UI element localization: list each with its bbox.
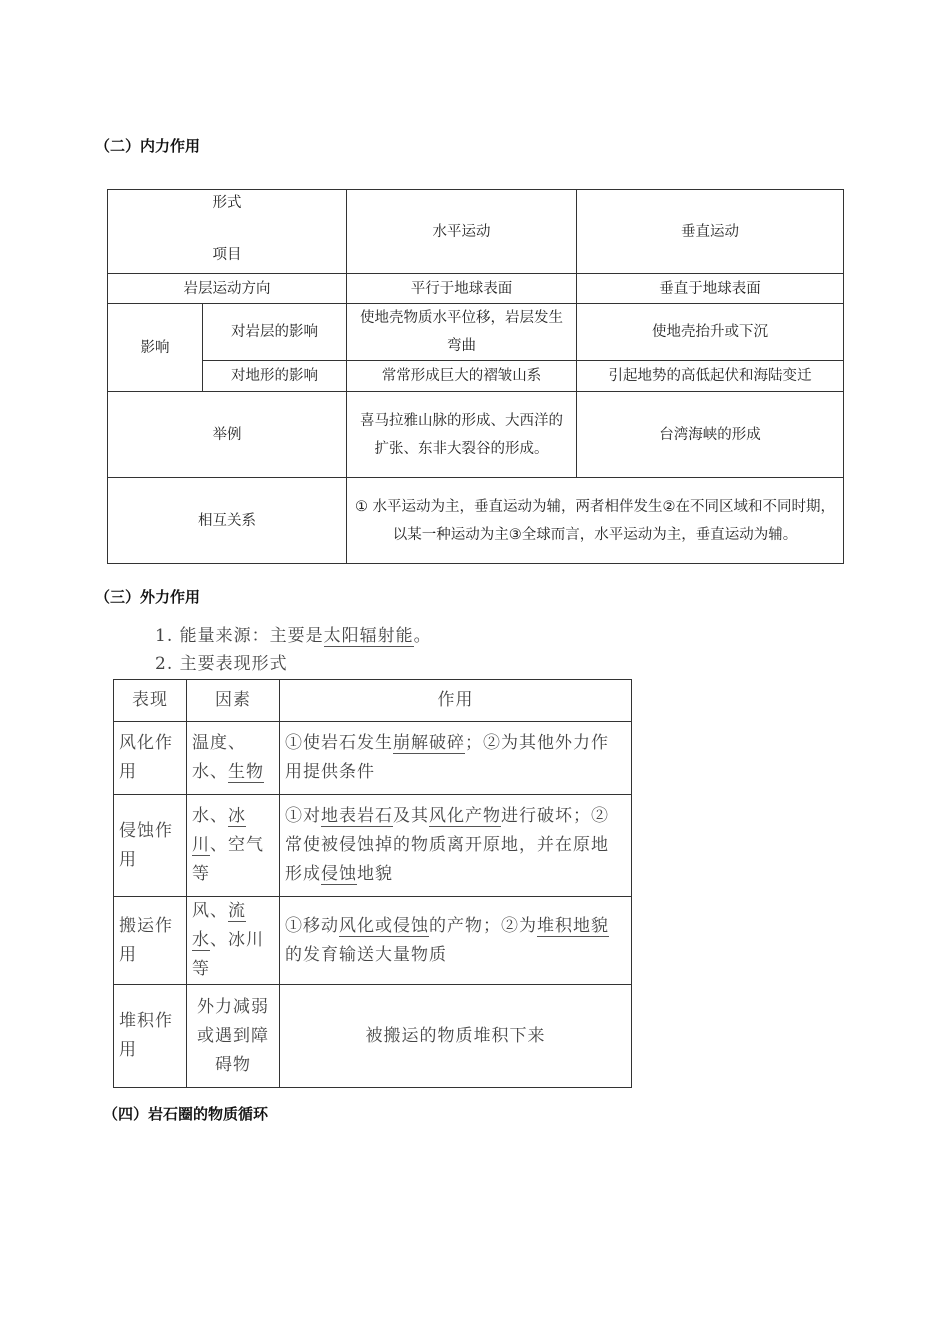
effect-underlined: 风化产物 xyxy=(429,806,501,826)
table-row xyxy=(114,985,632,1088)
header-effect: 作用 xyxy=(280,680,632,722)
factor-text: 、冰川等 xyxy=(192,930,264,979)
section-heading-internal-force: （二）内力作用 xyxy=(95,137,201,155)
effect-text: 的发育输送大量物质 xyxy=(285,944,447,965)
factor-cell xyxy=(187,795,280,897)
factor-underlined: 流水 xyxy=(192,901,246,950)
factor-cell: 外力减弱或遇到障碍物 xyxy=(187,985,280,1088)
factor-cell xyxy=(187,722,280,795)
form-cell: 风化作用 xyxy=(114,722,187,795)
table-row xyxy=(114,795,632,897)
cell-strata-vertical: 使地壳抬升或下沉 xyxy=(577,304,844,361)
corner-label-item: 项目 xyxy=(212,247,242,263)
cell-direction-vertical: 垂直于地球表面 xyxy=(577,274,844,304)
internal-force-table xyxy=(107,189,844,564)
header-factor: 因素 xyxy=(187,680,280,722)
form-cell: 侵蚀作用 xyxy=(114,795,187,897)
section-heading-rock-cycle: （四）岩石圈的物质循环 xyxy=(103,1105,269,1123)
row-label-example: 举例 xyxy=(108,392,347,478)
effect-underlined: 崩解破碎 xyxy=(393,733,465,753)
row-label-terrain: 对地形的影响 xyxy=(203,361,347,392)
effect-text: 进行破坏；②常使被侵蚀掉的物质离开原地，并在原地形成 xyxy=(285,806,609,884)
cell-strata-horizontal: 使地壳物质水平位移，岩层发生弯曲 xyxy=(347,304,577,361)
col-header-horizontal: 水平运动 xyxy=(347,190,577,274)
row-label-direction: 岩层运动方向 xyxy=(108,274,347,304)
effect-text: ；②为其他外力作用提供条件 xyxy=(285,733,609,782)
table-row xyxy=(114,722,632,795)
factor-text: 、空气等 xyxy=(192,835,264,884)
energy-source-underlined: 太阳辐射能 xyxy=(323,626,414,646)
effect-text: ①使岩石发生 xyxy=(285,733,393,753)
factor-cell xyxy=(187,897,280,985)
energy-source-prefix: 1. 能量来源：主要是 xyxy=(155,626,324,646)
row-label-relation: 相互关系 xyxy=(108,478,347,564)
section-heading-external-force: （三）外力作用 xyxy=(95,588,201,606)
cell-terrain-vertical: 引起地势的高低起伏和海陆变迁 xyxy=(577,361,844,392)
row-label-influence: 影响 xyxy=(108,304,203,392)
cell-terrain-horizontal: 常常形成巨大的褶皱山系 xyxy=(347,361,577,392)
effect-cell xyxy=(280,897,632,985)
factor-text: 水、 xyxy=(192,806,228,826)
form-cell: 堆积作用 xyxy=(114,985,187,1088)
cell-example-horizontal: 喜马拉雅山脉的形成、大西洋的扩张、东非大裂谷的形成。 xyxy=(347,392,577,478)
energy-source-suffix: 。 xyxy=(413,626,432,646)
effect-underlined: 堆积地貌 xyxy=(537,915,609,936)
effect-text: ①移动 xyxy=(285,915,339,936)
effect-text: 及其 xyxy=(393,806,429,826)
factor-underlined: 冰川 xyxy=(192,806,246,855)
table-corner-cell xyxy=(108,190,347,274)
effect-underlined: 侵蚀 xyxy=(321,864,357,884)
external-force-table xyxy=(113,679,632,1088)
factor-underlined: 生物 xyxy=(228,762,264,782)
effect-text: 的产物；②为 xyxy=(429,915,537,936)
energy-source-line xyxy=(155,621,432,646)
effect-underlined: 地表岩石 xyxy=(321,806,393,826)
factor-text: 风、 xyxy=(192,901,228,921)
cell-direction-horizontal: 平行于地球表面 xyxy=(347,274,577,304)
corner-label-form: 形式 xyxy=(212,195,242,211)
table-row xyxy=(114,897,632,985)
effect-underlined: 风化或侵蚀 xyxy=(339,915,429,936)
cell-example-vertical: 台湾海峡的形成 xyxy=(577,392,844,478)
cell-relation-text: ① 水平运动为主，垂直运动为辅，两者相伴发生②在不同区域和不同时期，以某一种运动为主③全球而言，水平运动为主，垂直运动为辅。 xyxy=(347,478,844,564)
col-header-vertical: 垂直运动 xyxy=(577,190,844,274)
row-label-strata: 对岩层的影响 xyxy=(203,304,347,361)
effect-cell: 被搬运的物质堆积下来 xyxy=(280,985,632,1088)
header-form: 表现 xyxy=(114,680,187,722)
factor-text: 温度、水、 xyxy=(192,733,246,782)
main-forms-line: 2. 主要表现形式 xyxy=(155,654,288,674)
effect-text: 地貌 xyxy=(357,864,393,884)
effect-text: ①对 xyxy=(285,806,321,826)
effect-cell xyxy=(280,795,632,897)
effect-cell xyxy=(280,722,632,795)
form-cell: 搬运作用 xyxy=(114,897,187,985)
